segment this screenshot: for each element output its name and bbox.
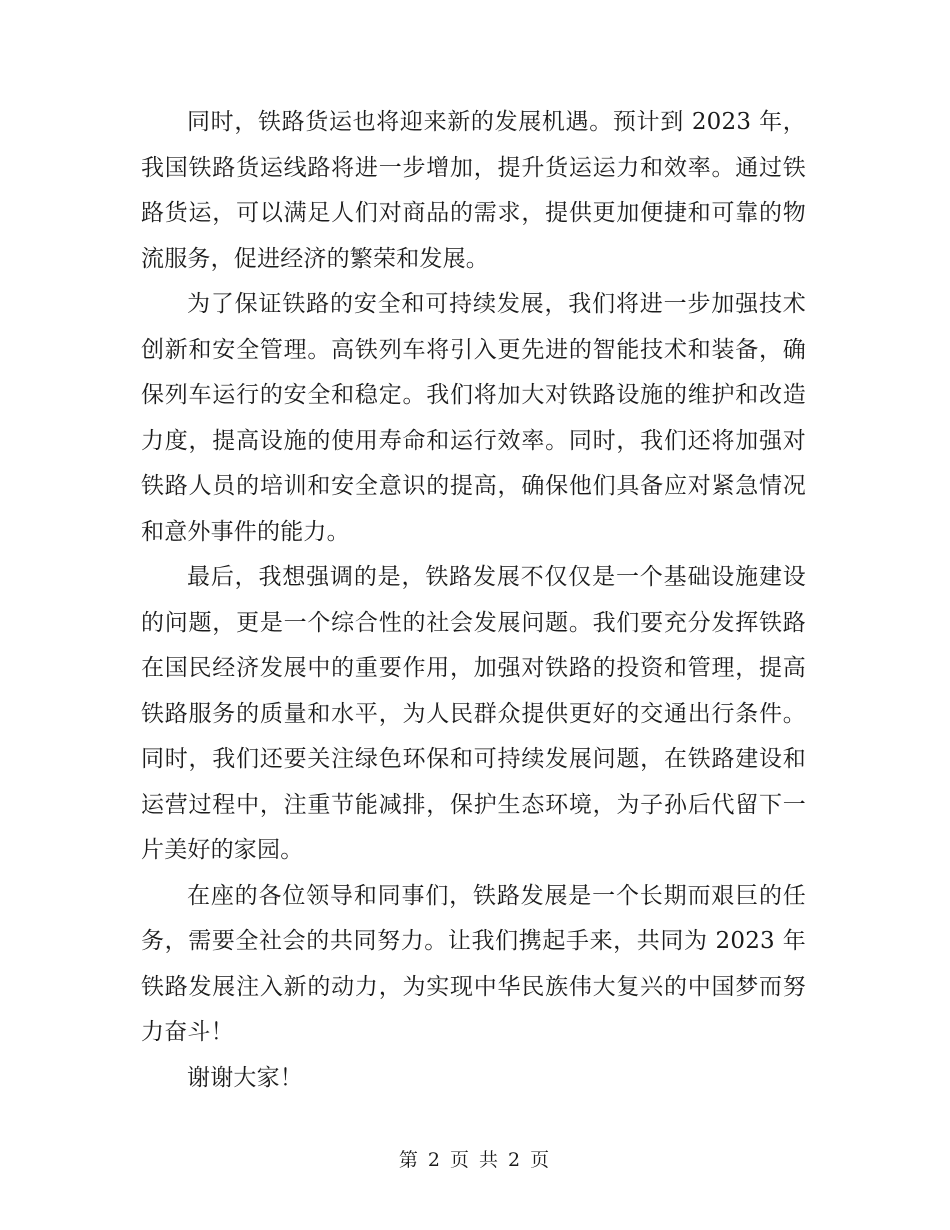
document-body <box>141 100 806 1101</box>
page-number-footer: 第 2 页 共 2 页 <box>398 1149 552 1171</box>
paragraph-social-development: 最后，我想强调的是，铁路发展不仅仅是一个基础设施建设的问题，更是一个综合性的社会发展问题。我们要充分发挥铁路在国民经济发展中的重要作用，加强对铁路的投资和管理，提高铁路服务的质量和水平，为人民群众提供更好的交通出行条件。同时，我们还要关注绿色环保和可持续发展问题，在铁路建设和运营过程中，注重节能减排，保护生态环境，为子孙后代留下一片美好的家园。 <box>141 564 806 863</box>
paragraph-call-to-action: 在座的各位领导和同事们，铁路发展是一个长期而艰巨的任务，需要全社会的共同努力。让我们携起手来，共同为 2023 年铁路发展注入新的动力，为实现中华民族伟大复兴的中国梦而努力奋斗！ <box>141 882 806 1045</box>
paragraph-safety-innovation: 为了保证铁路的安全和可持续发展，我们将进一步加强技术创新和安全管理。高铁列车将引入更先进的智能技术和装备，确保列车运行的安全和稳定。我们将加大对铁路设施的维护和改造力度，提高设施的使用寿命和运行效率。同时，我们还将加强对铁路人员的培训和安全意识的提高，确保他们具备应对紧急情况和意外事件的能力。 <box>141 291 806 545</box>
paragraph-freight-outlook: 同时，铁路货运也将迎来新的发展机遇。预计到 2023 年，我国铁路货运线路将进一步增加，提升货运运力和效率。通过铁路货运，可以满足人们对商品的需求，提供更加便捷和可靠的物流服务，促进经济的繁荣和发展。 <box>141 109 806 272</box>
paragraph-thanks: 谢谢大家！ <box>187 1064 303 1091</box>
